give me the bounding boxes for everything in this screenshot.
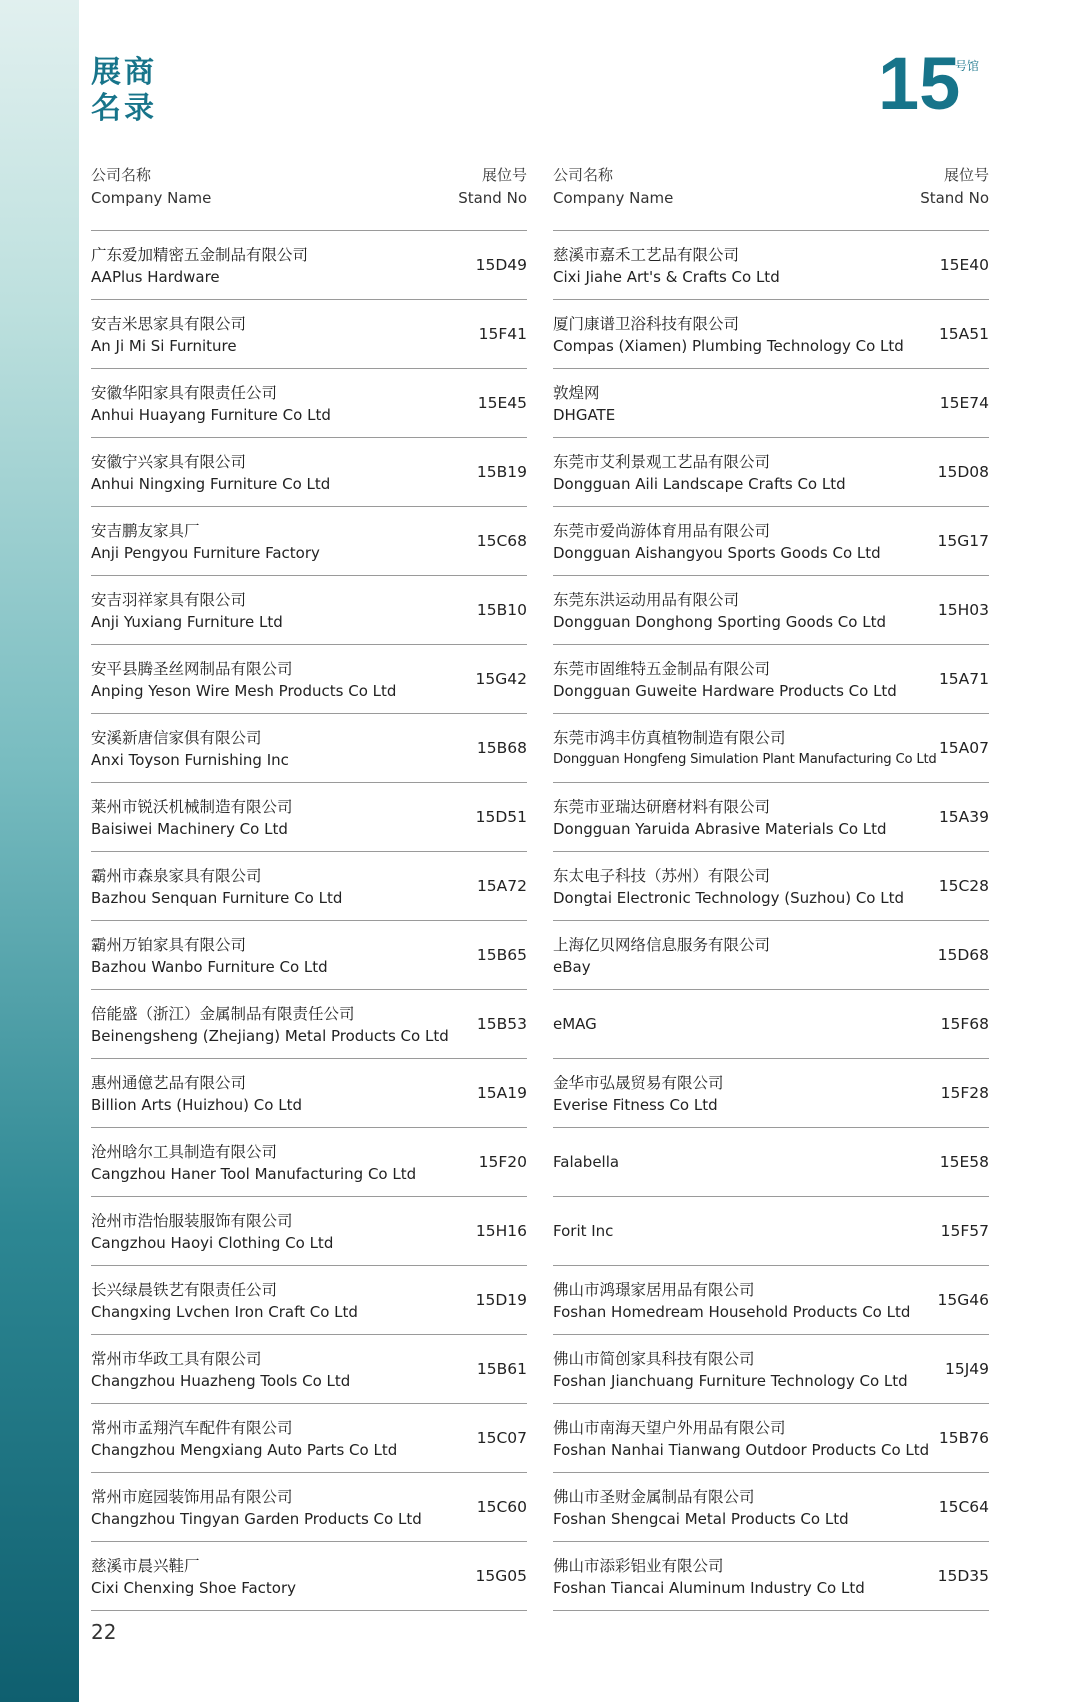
company-name-en: Dongguan Aili Landscape Crafts Co Ltd	[553, 475, 846, 493]
company-name-cn: 金华市弘晟贸易有限公司	[553, 1074, 724, 1092]
exhibitor-list-left	[91, 231, 527, 1611]
company-name-cn: 东莞市固维特五金制品有限公司	[553, 660, 771, 678]
stand-number: 15C60	[476, 1498, 527, 1516]
stand-number: 15D68	[937, 946, 989, 964]
exhibitor-row	[91, 1266, 527, 1335]
page-title	[91, 55, 157, 127]
exhibitor-row	[553, 1059, 989, 1128]
company-name-cn: 常州市庭园装饰用品有限公司	[91, 1488, 293, 1506]
company-name-cn: 东莞市艾利景观工艺品有限公司	[553, 453, 771, 471]
company-name-cn: 佛山市南海天望户外用品有限公司	[553, 1419, 786, 1437]
page-title-line2: 名录	[91, 91, 157, 126]
exhibitor-row	[91, 231, 527, 300]
company-name-en: Falabella	[553, 1153, 620, 1171]
exhibitor-row	[91, 438, 527, 507]
stand-number: 15E45	[477, 394, 527, 412]
company-name-cn: 安徽华阳家具有限责任公司	[91, 384, 278, 402]
stand-number: 15D51	[475, 808, 527, 826]
exhibitor-row	[553, 438, 989, 507]
company-name-cn: 安平县腾圣丝网制品有限公司	[91, 660, 293, 678]
company-name-cn: 沧州晗尔工具制造有限公司	[91, 1143, 278, 1161]
stand-number: 15C64	[938, 1498, 989, 1516]
exhibitor-row	[91, 1128, 527, 1197]
company-name-cn: 倍能盛（浙江）金属制品有限责任公司	[91, 1005, 355, 1023]
page-title-line1: 展商	[91, 55, 157, 90]
company-name-cn: 佛山市鸿璟家居用品有限公司	[553, 1281, 755, 1299]
stand-number: 15G42	[475, 670, 527, 688]
company-name-en: Foshan Homedream Household Products Co Ltd	[553, 1303, 911, 1321]
company-name-en: Changxing Lvchen Iron Craft Co Ltd	[91, 1303, 358, 1321]
exhibitor-row	[553, 1473, 989, 1542]
company-name-en: Compas (Xiamen) Plumbing Technology Co Ltd	[553, 337, 904, 355]
exhibitor-column-left	[91, 164, 527, 1611]
company-name-cn: 安吉米思家具有限公司	[91, 315, 247, 333]
company-name-en: Changzhou Mengxiang Auto Parts Co Ltd	[91, 1441, 398, 1459]
company-name-cn: 安徽宁兴家具有限公司	[91, 453, 247, 471]
company-name-cn: 佛山市添彩铝业有限公司	[553, 1557, 724, 1575]
company-name-en: Foshan Jianchuang Furniture Technology Co Ltd	[553, 1372, 908, 1390]
company-name-en: Bazhou Senquan Furniture Co Ltd	[91, 889, 343, 907]
stand-number: 15J49	[944, 1360, 989, 1378]
company-name-cn: 慈溪市嘉禾工艺品有限公司	[553, 246, 740, 264]
company-name-cn: 常州市华政工具有限公司	[91, 1350, 262, 1368]
column-header	[91, 164, 527, 231]
hall-label: 号馆	[955, 59, 980, 73]
exhibitor-row	[553, 1542, 989, 1611]
exhibitor-row	[553, 1404, 989, 1473]
company-name-en: Dongguan Guweite Hardware Products Co Ltd	[553, 682, 897, 700]
stand-number: 15F20	[478, 1153, 527, 1171]
stand-number: 15G17	[937, 532, 989, 550]
company-name-cn: 佛山市圣财金属制品有限公司	[553, 1488, 755, 1506]
exhibitor-row	[553, 369, 989, 438]
company-name-cn: 沧州市浩怡服装服饰有限公司	[91, 1212, 293, 1230]
company-name-cn: 慈溪市晨兴鞋厂	[91, 1557, 200, 1575]
exhibitor-row	[553, 507, 989, 576]
exhibitor-row	[91, 921, 527, 990]
exhibitor-row	[91, 783, 527, 852]
company-name-en: eBay	[553, 958, 591, 976]
exhibitor-row	[91, 1197, 527, 1266]
stand-number: 15E58	[939, 1153, 989, 1171]
company-name-cn: 安吉羽祥家具有限公司	[91, 591, 247, 609]
page-number: 22	[91, 1620, 117, 1644]
company-name-en: eMAG	[553, 1015, 597, 1033]
stand-number: 15F57	[940, 1222, 989, 1240]
exhibitor-row	[553, 576, 989, 645]
stand-number: 15F28	[940, 1084, 989, 1102]
company-name-en: Foshan Tiancai Aluminum Industry Co Ltd	[553, 1579, 865, 1597]
company-name-header: 公司名称 Company Name	[91, 166, 212, 207]
stand-number: 15H03	[937, 601, 989, 619]
company-name-en: Dongguan Yaruida Abrasive Materials Co Ltd	[553, 820, 887, 838]
stand-number: 15D08	[937, 463, 989, 481]
hall-number: 15	[878, 42, 961, 125]
company-name-en: Dongguan Hongfeng Simulation Plant Manufacturing Co Ltd	[553, 752, 937, 767]
company-name-cn: 莱州市锐沃机械制造有限公司	[91, 798, 293, 816]
exhibitor-row	[553, 921, 989, 990]
exhibitor-row	[553, 300, 989, 369]
exhibitor-row	[91, 576, 527, 645]
company-name-en: Anhui Ningxing Furniture Co Ltd	[91, 475, 331, 493]
stand-number: 15B10	[476, 601, 527, 619]
exhibitor-row	[91, 369, 527, 438]
stand-number: 15F68	[940, 1015, 989, 1033]
company-name-en: Anhui Huayang Furniture Co Ltd	[91, 406, 331, 424]
company-name-en: Changzhou Huazheng Tools Co Ltd	[91, 1372, 351, 1390]
company-name-en: Foshan Shengcai Metal Products Co Ltd	[553, 1510, 849, 1528]
company-name-cn: 厦门康谱卫浴科技有限公司	[553, 315, 740, 333]
company-name-cn: 佛山市简创家具科技有限公司	[553, 1350, 755, 1368]
company-name-en: Beinengsheng (Zhejiang) Metal Products Co Ltd	[91, 1027, 449, 1045]
stand-number: 15B65	[476, 946, 527, 964]
company-name-en: Bazhou Wanbo Furniture Co Ltd	[91, 958, 328, 976]
exhibitor-row	[91, 1473, 527, 1542]
company-name-cn: 敦煌网	[553, 384, 600, 402]
company-name-cn: 安溪新唐信家俱有限公司	[91, 729, 262, 747]
stand-number: 15C68	[476, 532, 527, 550]
exhibitor-row	[91, 1404, 527, 1473]
exhibitor-row	[91, 1335, 527, 1404]
company-name-cn: 长兴绿晨铁艺有限责任公司	[91, 1281, 278, 1299]
company-name-cn: 东太电子科技（苏州）有限公司	[553, 867, 771, 885]
exhibitor-row	[91, 852, 527, 921]
exhibitor-row	[91, 507, 527, 576]
stand-number: 15A39	[938, 808, 989, 826]
stand-number: 15G46	[937, 1291, 989, 1309]
company-name-cn: 上海亿贝网络信息服务有限公司	[553, 936, 771, 954]
company-name-en: Dongguan Donghong Sporting Goods Co Ltd	[553, 613, 886, 631]
exhibitor-row	[91, 1542, 527, 1611]
stand-number: 15A07	[938, 739, 989, 757]
stand-number: 15F41	[478, 325, 527, 343]
exhibitor-row	[553, 714, 989, 783]
company-name-en: Anji Pengyou Furniture Factory	[91, 544, 320, 562]
company-name-en: An Ji Mi Si Furniture	[91, 337, 237, 355]
stand-number: 15B68	[476, 739, 527, 757]
stand-number: 15A71	[938, 670, 989, 688]
exhibitor-row	[91, 714, 527, 783]
exhibitor-row	[91, 990, 527, 1059]
company-name-cn: 东莞市亚瑞达研磨材料有限公司	[553, 798, 771, 816]
company-name-cn: 惠州通億艺品有限公司	[91, 1074, 247, 1092]
stand-number: 15D49	[475, 256, 527, 274]
exhibitor-row	[553, 783, 989, 852]
stand-number: 15B53	[476, 1015, 527, 1033]
stand-number: 15A51	[938, 325, 989, 343]
company-name-cn: 广东爱加精密五金制品有限公司	[91, 246, 309, 264]
exhibitor-row	[553, 1335, 989, 1404]
company-name-en: Billion Arts (Huizhou) Co Ltd	[91, 1096, 302, 1114]
company-name-cn: 东莞东洪运动用品有限公司	[553, 591, 740, 609]
exhibitor-row	[91, 1059, 527, 1128]
company-name-cn: 东莞市鸿丰仿真植物制造有限公司	[553, 729, 786, 747]
company-name-en: Anxi Toyson Furnishing Inc	[91, 751, 289, 769]
exhibitor-row	[553, 852, 989, 921]
company-name-cn: 霸州市森泉家具有限公司	[91, 867, 262, 885]
company-name-en: Foshan Nanhai Tianwang Outdoor Products Co Ltd	[553, 1441, 930, 1459]
exhibitor-list-right	[553, 231, 989, 1611]
column-header	[553, 164, 989, 231]
stand-number: 15G05	[475, 1567, 527, 1585]
company-name-en: Anping Yeson Wire Mesh Products Co Ltd	[91, 682, 397, 700]
company-name-en: Cangzhou Haner Tool Manufacturing Co Ltd	[91, 1165, 417, 1183]
company-name-cn: 常州市孟翔汽车配件有限公司	[91, 1419, 293, 1437]
stand-number: 15B19	[476, 463, 527, 481]
company-name-en: Dongguan Aishangyou Sports Goods Co Ltd	[553, 544, 881, 562]
company-name-en: Changzhou Tingyan Garden Products Co Ltd	[91, 1510, 422, 1528]
side-gradient-band	[0, 0, 79, 1702]
company-name-cn: 霸州万铂家具有限公司	[91, 936, 247, 954]
company-name-en: Cixi Chenxing Shoe Factory	[91, 1579, 297, 1597]
company-name-en: Cangzhou Haoyi Clothing Co Ltd	[91, 1234, 334, 1252]
company-name-en: Anji Yuxiang Furniture Ltd	[91, 613, 283, 631]
exhibitor-row	[91, 645, 527, 714]
exhibitor-column-right	[553, 164, 989, 1611]
stand-number: 15C07	[476, 1429, 527, 1447]
exhibitor-row	[553, 645, 989, 714]
company-name-header: 公司名称 Company Name	[553, 166, 674, 207]
company-name-en: Cixi Jiahe Art's & Crafts Co Ltd	[553, 268, 780, 286]
exhibitor-row	[553, 1128, 989, 1197]
company-name-cn: 安吉鹏友家具厂	[91, 522, 200, 540]
company-name-en: DHGATE	[553, 406, 616, 424]
company-name-en: AAPlus Hardware	[91, 268, 220, 286]
stand-number: 15H16	[475, 1222, 527, 1240]
stand-number: 15E40	[939, 256, 989, 274]
stand-number: 15D19	[475, 1291, 527, 1309]
stand-number: 15B76	[938, 1429, 989, 1447]
exhibitor-row	[553, 990, 989, 1059]
stand-number: 15A19	[476, 1084, 527, 1102]
stand-no-header: 展位号 Stand No	[920, 166, 989, 207]
stand-number: 15B61	[476, 1360, 527, 1378]
exhibitor-row	[553, 1266, 989, 1335]
stand-number: 15C28	[938, 877, 989, 895]
stand-number: 15A72	[476, 877, 527, 895]
stand-number: 15E74	[939, 394, 989, 412]
stand-number: 15D35	[937, 1567, 989, 1585]
company-name-en: Everise Fitness Co Ltd	[553, 1096, 718, 1114]
exhibitor-row	[553, 231, 989, 300]
company-name-en: Dongtai Electronic Technology (Suzhou) Co Ltd	[553, 889, 905, 907]
exhibitor-row	[553, 1197, 989, 1266]
stand-no-header: 展位号 Stand No	[458, 166, 527, 207]
exhibitor-row	[91, 300, 527, 369]
company-name-en: Forit Inc	[553, 1222, 614, 1240]
company-name-cn: 东莞市爱尚游体育用品有限公司	[553, 522, 771, 540]
company-name-en: Baisiwei Machinery Co Ltd	[91, 820, 288, 838]
